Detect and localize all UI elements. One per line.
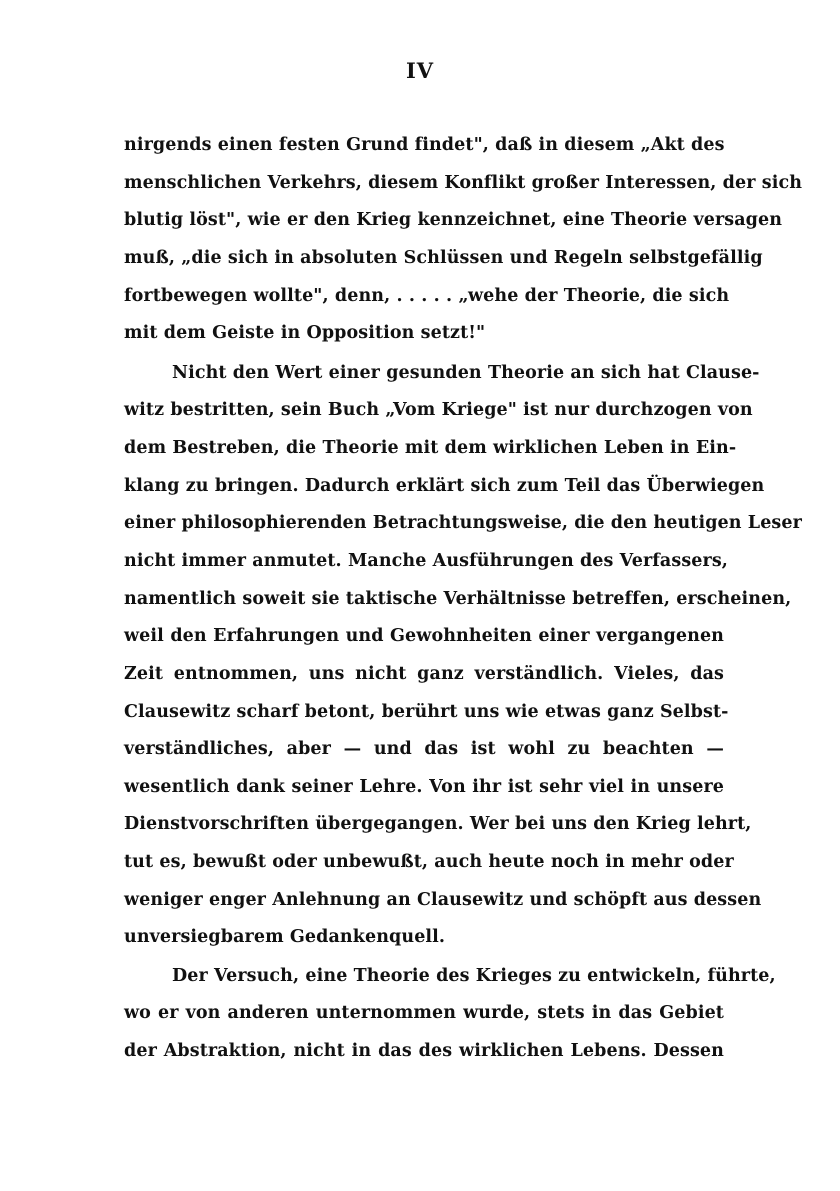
text-line: namentlich soweit sie taktische Verhältnisse betreffen, erscheinen, (124, 589, 792, 609)
text-line: Dienstvorschriften übergegangen. Wer bei uns den Krieg lehrt, (124, 814, 752, 834)
text-line: tut es, bewußt oder unbewußt, auch heute noch in mehr oder (124, 852, 734, 872)
page-number: IV (405, 58, 435, 83)
text-line: muß, „die sich in absoluten Schlüssen und Regeln selbstgefällig (124, 248, 763, 268)
text-line: wo er von anderen unternommen wurde, stets in das Gebiet (124, 1003, 724, 1023)
text-line: Nicht den Wert einer gesunden Theorie an sich hat Clause- (172, 363, 760, 383)
text-line: fortbewegen wollte", denn, . . . . . „wehe der Theorie, die sich (124, 286, 730, 306)
text-line: Clausewitz scharf betont, berührt uns wie etwas ganz Selbst- (124, 702, 729, 722)
text-line: weniger enger Anlehnung an Clausewitz und schöpft aus dessen (124, 890, 762, 910)
text-line: wesentlich dank seiner Lehre. Von ihr ist sehr viel in unsere (124, 777, 724, 797)
text-line: verständliches, aber — und das ist wohl zu beachten — (124, 739, 724, 759)
text-line: unversiegbarem Gedankenquell. (124, 927, 446, 947)
text-line: Zeit entnommen, uns nicht ganz verständlich. Vieles, das (124, 664, 724, 684)
text-line: einer philosophierenden Betrachtungsweise, die den heutigen Leser (124, 513, 802, 533)
text-line: blutig löst", wie er den Krieg kennzeichnet, eine Theorie versagen (124, 210, 783, 230)
text-line: mit dem Geiste in Opposition setzt!" (124, 323, 486, 343)
text-line: nirgends einen festen Grund findet", daß in diesem „Akt des (124, 135, 725, 155)
text-line: menschlichen Verkehrs, diesem Konflikt großer Interessen, der sich (124, 173, 803, 193)
text-line: dem Bestreben, die Theorie mit dem wirklichen Leben in Ein- (124, 438, 737, 458)
text-line: witz bestritten, sein Buch „Vom Kriege" ist nur durchzogen von (124, 400, 753, 420)
text-line: Der Versuch, eine Theorie des Krieges zu entwickeln, führte, (172, 966, 776, 986)
text-line: nicht immer anmutet. Manche Ausführungen des Verfassers, (124, 551, 728, 571)
text-line: klang zu bringen. Dadurch erklärt sich zum Teil das Überwiegen (124, 476, 765, 496)
text-line: der Abstraktion, nicht in das des wirklichen Lebens. Dessen (124, 1041, 724, 1061)
text-line: weil den Erfahrungen und Gewohnheiten einer vergangenen (124, 626, 724, 646)
